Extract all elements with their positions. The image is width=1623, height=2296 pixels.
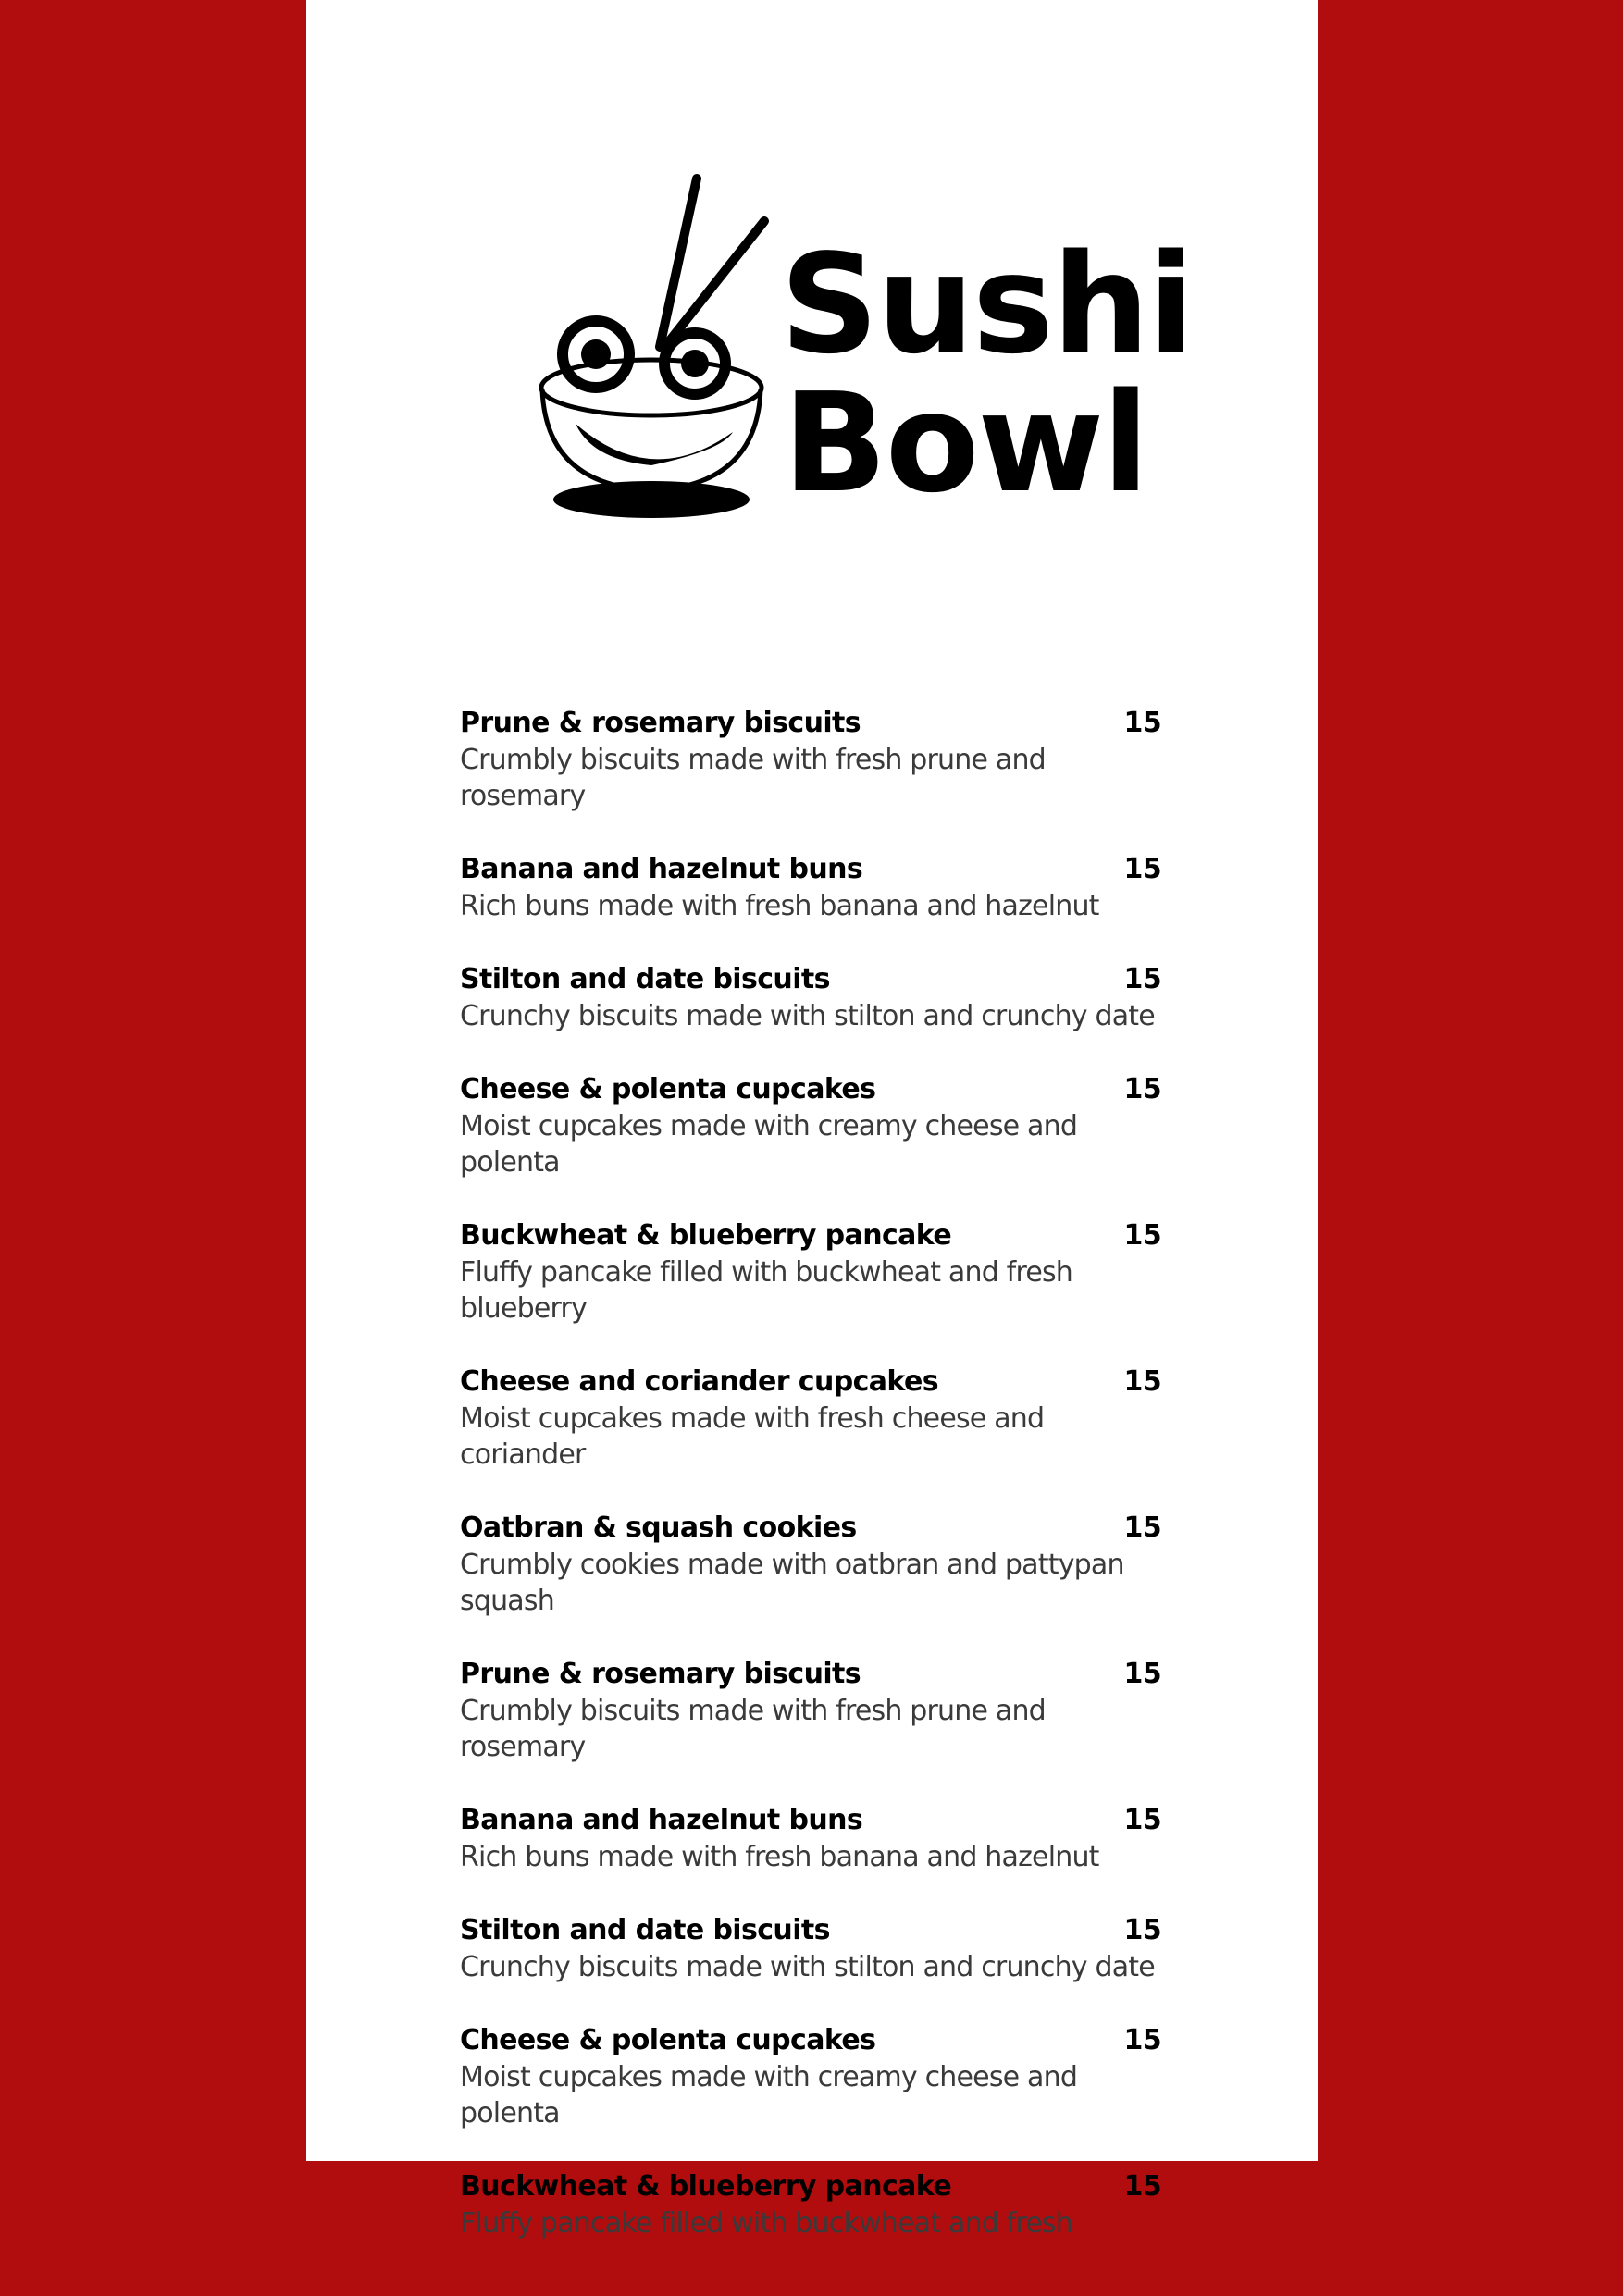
item-name: Buckwheat & blueberry pancake xyxy=(460,2170,952,2203)
item-price: 15 xyxy=(1123,1658,1161,1690)
item-name: Cheese & polenta cupcakes xyxy=(460,2024,876,2056)
item-price: 15 xyxy=(1123,2024,1161,2056)
item-description: Rich buns made with fresh banana and hazelnut xyxy=(460,890,1099,922)
chopstick-left-icon xyxy=(660,179,697,347)
menu-item xyxy=(460,2022,1165,2131)
menu-item xyxy=(460,961,1165,1034)
item-name: Stilton and date biscuits xyxy=(460,1914,830,1946)
smile-icon xyxy=(576,424,733,465)
item-description: Moist cupcakes made with creamy cheese and polenta xyxy=(460,1110,1078,1179)
item-price: 15 xyxy=(1123,707,1161,739)
logo-text-bowl: Bowl xyxy=(783,364,1147,523)
menu-item xyxy=(460,851,1165,924)
logo-graphic xyxy=(527,171,1194,523)
menu-list xyxy=(460,705,1165,2278)
item-name: Buckwheat & blueberry pancake xyxy=(460,1219,952,1252)
item-description: Moist cupcakes made with creamy cheese and polenta xyxy=(460,2061,1078,2129)
item-price: 15 xyxy=(1123,1804,1161,1836)
item-name: Oatbran & squash cookies xyxy=(460,1512,857,1544)
item-description: Crunchy biscuits made with stilton and crunchy date xyxy=(460,1951,1155,1983)
item-description: Fluffy pancake filled with buckwheat and fresh xyxy=(460,2207,1073,2240)
item-description: Crumbly biscuits made with fresh prune and rosemary xyxy=(460,1695,1046,1763)
item-name: Cheese & polenta cupcakes xyxy=(460,1073,876,1105)
item-price: 15 xyxy=(1123,1914,1161,1946)
item-name: Banana and hazelnut buns xyxy=(460,853,863,885)
item-name: Stilton and date biscuits xyxy=(460,963,830,995)
menu-item xyxy=(460,705,1165,814)
item-name: Prune & rosemary biscuits xyxy=(460,1658,861,1690)
item-price: 15 xyxy=(1123,853,1161,885)
sushi-bowl-logo xyxy=(527,171,1194,523)
item-description: Rich buns made with fresh banana and hazelnut xyxy=(460,1841,1099,1873)
item-name: Cheese and coriander cupcakes xyxy=(460,1365,938,1398)
item-description: Crunchy biscuits made with stilton and crunchy date xyxy=(460,1000,1155,1032)
item-name: Prune & rosemary biscuits xyxy=(460,707,861,739)
menu-item xyxy=(460,1912,1165,1985)
item-price: 15 xyxy=(1123,2170,1161,2203)
item-description: Fluffy pancake filled with buckwheat and fresh blueberry xyxy=(460,1256,1073,1325)
menu-item xyxy=(460,1510,1165,1619)
item-price: 15 xyxy=(1123,1365,1161,1398)
item-description: Moist cupcakes made with fresh cheese and coriander xyxy=(460,1402,1045,1471)
item-description: Crumbly cookies made with oatbran and pattypan squash xyxy=(460,1549,1124,1617)
bowl-rim-icon xyxy=(541,360,762,415)
item-description: Crumbly biscuits made with fresh prune and rosemary xyxy=(460,744,1046,812)
item-price: 15 xyxy=(1123,1512,1161,1544)
menu-item xyxy=(460,1217,1165,1327)
menu-item xyxy=(460,1364,1165,1473)
menu-item xyxy=(460,1071,1165,1180)
bowl-shadow-icon xyxy=(553,481,750,518)
menu-item xyxy=(460,1656,1165,1765)
logo-text-sushi: Sushi xyxy=(780,225,1194,384)
item-price: 15 xyxy=(1123,1219,1161,1252)
item-name: Banana and hazelnut buns xyxy=(460,1804,863,1836)
bowl-body-icon xyxy=(542,389,761,490)
menu-item xyxy=(460,1802,1165,1875)
bowl-icon xyxy=(541,179,764,518)
item-price: 15 xyxy=(1123,963,1161,995)
item-price: 15 xyxy=(1123,1073,1161,1105)
menu-item xyxy=(460,2168,1165,2241)
